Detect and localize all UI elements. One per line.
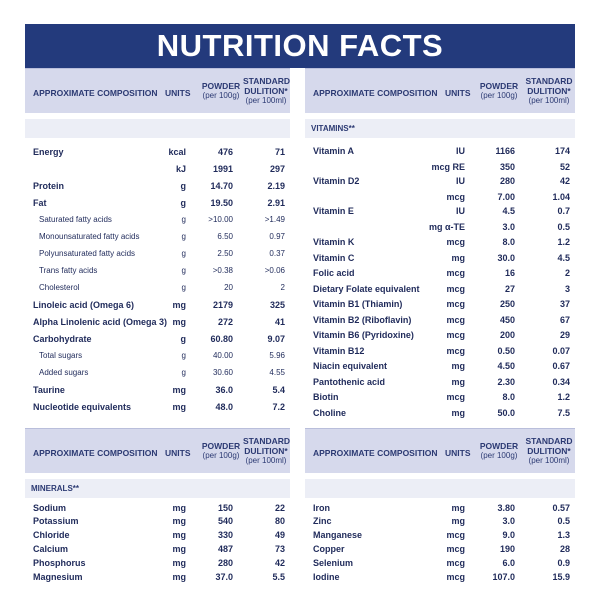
nutrient-name: Vitamin E <box>313 206 354 216</box>
nutrient-name: Vitamin B2 (Riboflavin) <box>313 315 412 325</box>
panel-minerals-right <box>305 428 575 586</box>
standard-value: 297 <box>269 164 285 174</box>
table-row <box>305 359 575 373</box>
powder-value: 200 <box>499 330 515 340</box>
nutrient-unit: g <box>180 198 186 208</box>
table-row <box>25 556 290 570</box>
powder-value: 250 <box>499 299 515 309</box>
nutrient-name: Vitamin K <box>313 237 355 247</box>
table-row <box>305 144 575 158</box>
powder-value: 30.60 <box>212 368 233 377</box>
table-row <box>305 375 575 389</box>
standard-value: 1.3 <box>557 530 570 540</box>
section-blank <box>25 119 290 138</box>
standard-value: 0.7 <box>557 206 570 216</box>
table-header <box>25 68 290 113</box>
panel-vitamins <box>305 68 575 422</box>
standard-value: 5.4 <box>272 385 285 395</box>
table-row <box>305 174 575 188</box>
nutrient-unit: mcg <box>446 544 465 554</box>
standard-value: 0.97 <box>269 232 285 241</box>
table-row <box>25 281 290 295</box>
powder-value: 0.50 <box>497 346 515 356</box>
table-row <box>25 298 290 312</box>
nutrient-unit: g <box>180 181 186 191</box>
nutrient-name: Cholesterol <box>39 283 80 292</box>
nutrient-name: Linoleic acid (Omega 6) <box>33 300 135 310</box>
nutrient-unit: mcg <box>446 192 465 202</box>
powder-value: 3.80 <box>497 503 515 513</box>
nutrient-name: Vitamin A <box>313 146 355 156</box>
standard-value: 0.37 <box>269 249 285 258</box>
header-units: UNITS <box>445 448 471 458</box>
powder-value: 14.70 <box>210 181 233 191</box>
nutrient-unit: mcg <box>446 572 465 582</box>
table-row <box>305 282 575 296</box>
nutrient-name: Manganese <box>313 530 363 540</box>
nutrient-name: Potassium <box>33 516 79 526</box>
powder-value: 40.00 <box>212 351 233 360</box>
table-row <box>25 332 290 346</box>
section-minerals: MINERALS** <box>25 479 290 498</box>
powder-value: 4.50 <box>497 361 515 371</box>
nutrient-name: Vitamin B12 <box>313 346 365 356</box>
standard-value: 325 <box>269 300 285 310</box>
nutrient-unit: mcg <box>446 284 465 294</box>
header-units: UNITS <box>165 448 191 458</box>
table-row <box>25 196 290 210</box>
table-row <box>25 400 290 414</box>
powder-value: 27 <box>504 284 515 294</box>
powder-value: 20 <box>224 283 233 292</box>
powder-value: 450 <box>499 315 515 325</box>
nutrient-unit: mg <box>451 377 465 387</box>
standard-value: 0.5 <box>557 516 570 526</box>
table-row <box>305 204 575 218</box>
standard-value: 2 <box>280 283 285 292</box>
powder-value: 9.0 <box>502 530 515 540</box>
powder-value: 3.0 <box>502 222 515 232</box>
table-header <box>305 428 575 473</box>
nutrient-name: Taurine <box>33 385 65 395</box>
standard-value: 37 <box>559 299 570 309</box>
nutrient-unit: g <box>181 249 186 258</box>
section-blank <box>305 479 575 498</box>
nutrient-name: Monounsaturated fatty acids <box>39 232 140 241</box>
powder-value: 330 <box>217 530 233 540</box>
powder-value: >10.00 <box>208 215 233 224</box>
table-row <box>25 213 290 227</box>
powder-value: 8.0 <box>502 392 515 402</box>
table-row <box>305 390 575 404</box>
header-powder: POWDER (per 100g) <box>201 441 241 460</box>
powder-value: 6.0 <box>502 558 515 568</box>
nutrient-unit: mcg <box>446 346 465 356</box>
standard-value: 0.07 <box>552 346 570 356</box>
nutrient-unit: mg <box>172 503 186 513</box>
standard-value: 80 <box>274 516 285 526</box>
nutrient-name: Fat <box>33 198 47 208</box>
macro-rows <box>25 138 290 416</box>
nutrient-unit: mg <box>451 408 465 418</box>
powder-value: 2179 <box>212 300 233 310</box>
nutrient-unit: IU <box>456 176 465 186</box>
nutrient-unit: mcg <box>446 299 465 309</box>
powder-value: 30.0 <box>497 253 515 263</box>
table-row <box>305 542 575 556</box>
powder-value: 487 <box>217 544 233 554</box>
nutrient-name: Selenium <box>313 558 354 568</box>
nutrient-unit: mcg <box>446 392 465 402</box>
powder-value: 36.0 <box>215 385 233 395</box>
nutrient-unit: mg <box>172 385 186 395</box>
powder-value: 190 <box>499 544 515 554</box>
nutrient-unit: mg <box>451 516 465 526</box>
standard-value: 49 <box>274 530 285 540</box>
standard-value: 42 <box>559 176 570 186</box>
nutrient-unit: mcg RE <box>431 162 465 172</box>
table-row <box>25 264 290 278</box>
standard-value: 29 <box>559 330 570 340</box>
nutrient-name: Magnesium <box>33 572 83 582</box>
table-row <box>25 162 290 176</box>
nutrient-unit: mg <box>451 361 465 371</box>
powder-value: 6.50 <box>217 232 233 241</box>
nutrient-name: Copper <box>313 544 345 554</box>
nutrient-name: Saturated fatty acids <box>39 215 112 224</box>
standard-value: >0.06 <box>264 266 285 275</box>
standard-value: 1.2 <box>557 392 570 402</box>
nutrient-name: Iron <box>313 503 330 513</box>
standard-value: 7.2 <box>272 402 285 412</box>
standard-value: 1.2 <box>557 237 570 247</box>
table-row <box>25 179 290 193</box>
table-header <box>305 68 575 113</box>
nutrient-name: Carbohydrate <box>33 334 92 344</box>
nutrient-unit: mcg <box>446 237 465 247</box>
table-row <box>305 266 575 280</box>
nutrient-unit: mg α-TE <box>428 222 465 232</box>
nutrient-unit: mcg <box>446 558 465 568</box>
standard-value: 7.5 <box>557 408 570 418</box>
nutrient-name: Sodium <box>33 503 66 513</box>
powder-value: 280 <box>217 558 233 568</box>
nutrient-name: Iodine <box>313 572 340 582</box>
header-standard: STANDARD DULITION* (per 100ml) <box>525 436 573 465</box>
nutrient-unit: mcg <box>446 530 465 540</box>
standard-value: 52 <box>559 162 570 172</box>
nutrient-unit: g <box>181 368 186 377</box>
table-row <box>305 251 575 265</box>
nutrient-unit: mg <box>451 503 465 513</box>
table-row <box>25 501 290 515</box>
powder-value: 3.0 <box>502 516 515 526</box>
header-composition: APPROXIMATE COMPOSITION <box>33 448 158 458</box>
nutrient-name: Vitamin D2 <box>313 176 360 186</box>
nutrient-name: Nucleotide equivalents <box>33 402 132 412</box>
powder-value: 50.0 <box>497 408 515 418</box>
header-standard: STANDARD DULITION* (per 100ml) <box>525 76 573 105</box>
table-row <box>305 190 575 204</box>
nutrient-name: Energy <box>33 147 64 157</box>
nutrient-unit: mg <box>172 317 186 327</box>
nutrient-unit: kJ <box>175 164 186 174</box>
powder-value: 1166 <box>495 146 515 156</box>
powder-value: 150 <box>217 503 233 513</box>
powder-value: 2.50 <box>217 249 233 258</box>
table-row <box>305 514 575 528</box>
nutrient-unit: g <box>181 283 186 292</box>
table-row <box>25 570 290 584</box>
standard-value: 67 <box>559 315 570 325</box>
table-row <box>25 366 290 380</box>
page-title: NUTRITION FACTS <box>25 24 575 68</box>
nutrient-name: Vitamin C <box>313 253 355 263</box>
table-row <box>25 383 290 397</box>
mineral-rows-left <box>25 498 290 586</box>
nutrient-unit: mg <box>451 253 465 263</box>
nutrient-unit: g <box>181 351 186 360</box>
nutrient-unit: mg <box>172 558 186 568</box>
table-row <box>305 528 575 542</box>
header-composition: APPROXIMATE COMPOSITION <box>313 448 438 458</box>
header-composition: APPROXIMATE COMPOSITION <box>33 88 158 98</box>
vitamin-rows <box>305 138 575 422</box>
standard-value: 22 <box>274 503 285 513</box>
standard-value: 0.34 <box>552 377 570 387</box>
nutrient-name: Phosphorus <box>33 558 86 568</box>
powder-value: 8.0 <box>502 237 515 247</box>
standard-value: 0.9 <box>557 558 570 568</box>
mineral-rows-right <box>305 498 575 586</box>
table-row <box>25 528 290 542</box>
header-units: UNITS <box>445 88 471 98</box>
powder-value: 2.30 <box>497 377 515 387</box>
powder-value: 7.00 <box>497 192 515 202</box>
standard-value: 0.67 <box>552 361 570 371</box>
nutrient-unit: g <box>181 215 186 224</box>
powder-value: 1991 <box>212 164 233 174</box>
nutrient-name: Dietary Folate equivalent <box>313 284 420 294</box>
standard-value: 0.57 <box>552 503 570 513</box>
table-row <box>305 344 575 358</box>
table-row <box>25 349 290 363</box>
standard-value: 71 <box>274 147 285 157</box>
header-units: UNITS <box>165 88 191 98</box>
nutrient-unit: mg <box>172 300 186 310</box>
powder-value: 37.0 <box>215 572 233 582</box>
table-row <box>25 542 290 556</box>
nutrient-name: Calcium <box>33 544 69 554</box>
nutrient-name: Pantothenic acid <box>313 377 386 387</box>
table-row <box>305 328 575 342</box>
standard-value: 9.07 <box>267 334 285 344</box>
nutrient-unit: mcg <box>446 330 465 340</box>
powder-value: 272 <box>217 317 233 327</box>
nutrient-unit: mg <box>172 572 186 582</box>
header-standard: STANDARD DULITION* (per 100ml) <box>243 436 291 465</box>
standard-value: 4.55 <box>269 368 285 377</box>
standard-value: 2.91 <box>267 198 285 208</box>
powder-value: 350 <box>499 162 515 172</box>
powder-value: >0.38 <box>212 266 233 275</box>
standard-value: 1.04 <box>552 192 570 202</box>
standard-value: 5.96 <box>269 351 285 360</box>
nutrient-name: Vitamin B6 (Pyridoxine) <box>313 330 414 340</box>
nutrient-name: Zinc <box>313 516 332 526</box>
table-row <box>305 570 575 584</box>
standard-value: 0.5 <box>557 222 570 232</box>
table-row <box>305 297 575 311</box>
header-powder: POWDER (per 100g) <box>479 441 519 460</box>
standard-value: 3 <box>564 284 570 294</box>
table-row <box>25 247 290 261</box>
nutrient-unit: mcg <box>446 268 465 278</box>
table-row <box>305 406 575 420</box>
table-row <box>305 501 575 515</box>
header-standard: STANDARD DULITION* (per 100ml) <box>243 76 291 105</box>
table-header <box>25 428 290 473</box>
powder-value: 540 <box>217 516 233 526</box>
table-row <box>305 556 575 570</box>
standard-value: 41 <box>274 317 285 327</box>
powder-value: 19.50 <box>210 198 233 208</box>
standard-value: >1.49 <box>264 215 285 224</box>
nutrient-unit: mcg <box>446 315 465 325</box>
table-row <box>305 160 575 174</box>
standard-value: 174 <box>554 146 570 156</box>
nutrient-name: Choline <box>313 408 346 418</box>
nutrient-unit: IU <box>456 146 465 156</box>
panel-macros <box>25 68 290 416</box>
standard-value: 2 <box>564 268 570 278</box>
table-row <box>305 220 575 234</box>
nutrient-unit: g <box>181 266 186 275</box>
nutrient-name: Protein <box>33 181 65 191</box>
table-row <box>25 514 290 528</box>
standard-value: 42 <box>274 558 285 568</box>
header-powder: POWDER (per 100g) <box>201 81 241 100</box>
nutrient-unit: mg <box>172 516 186 526</box>
table-row <box>25 315 290 329</box>
table-row <box>305 313 575 327</box>
nutrient-unit: kcal <box>168 147 186 157</box>
standard-value: 15.9 <box>552 572 570 582</box>
section-vitamins: VITAMINS** <box>305 119 575 138</box>
powder-value: 48.0 <box>215 402 233 412</box>
standard-value: 2.19 <box>267 181 285 191</box>
standard-value: 5.5 <box>272 572 285 582</box>
nutrient-name: Folic acid <box>313 268 355 278</box>
nutrient-name: Added sugars <box>39 368 89 377</box>
nutrient-name: Total sugars <box>39 351 83 360</box>
nutrient-unit: g <box>180 334 186 344</box>
nutrient-name: Niacin equivalent <box>313 361 388 371</box>
nutrient-name: Trans fatty acids <box>39 266 98 275</box>
table-row <box>305 235 575 249</box>
nutrient-name: Biotin <box>313 392 339 402</box>
powder-value: 60.80 <box>210 334 233 344</box>
panel-minerals-left <box>25 428 290 586</box>
nutrient-name: Chloride <box>33 530 70 540</box>
table-row <box>25 145 290 159</box>
nutrient-name: Polyunsaturated fatty acids <box>39 249 136 258</box>
powder-value: 280 <box>499 176 515 186</box>
powder-value: 4.5 <box>502 206 515 216</box>
powder-value: 107.0 <box>492 572 515 582</box>
table-row <box>25 230 290 244</box>
standard-value: 28 <box>559 544 570 554</box>
nutrient-name: Vitamin B1 (Thiamin) <box>313 299 403 309</box>
powder-value: 476 <box>217 147 233 157</box>
nutrient-unit: mg <box>172 544 186 554</box>
nutrient-name: Alpha Linolenic acid (Omega 3) <box>33 317 168 327</box>
nutrient-unit: g <box>181 232 186 241</box>
header-powder: POWDER (per 100g) <box>479 81 519 100</box>
standard-value: 73 <box>274 544 285 554</box>
header-composition: APPROXIMATE COMPOSITION <box>313 88 438 98</box>
nutrient-unit: mg <box>172 530 186 540</box>
nutrient-unit: IU <box>456 206 465 216</box>
powder-value: 16 <box>504 268 515 278</box>
standard-value: 4.5 <box>557 253 570 263</box>
nutrient-unit: mg <box>172 402 186 412</box>
